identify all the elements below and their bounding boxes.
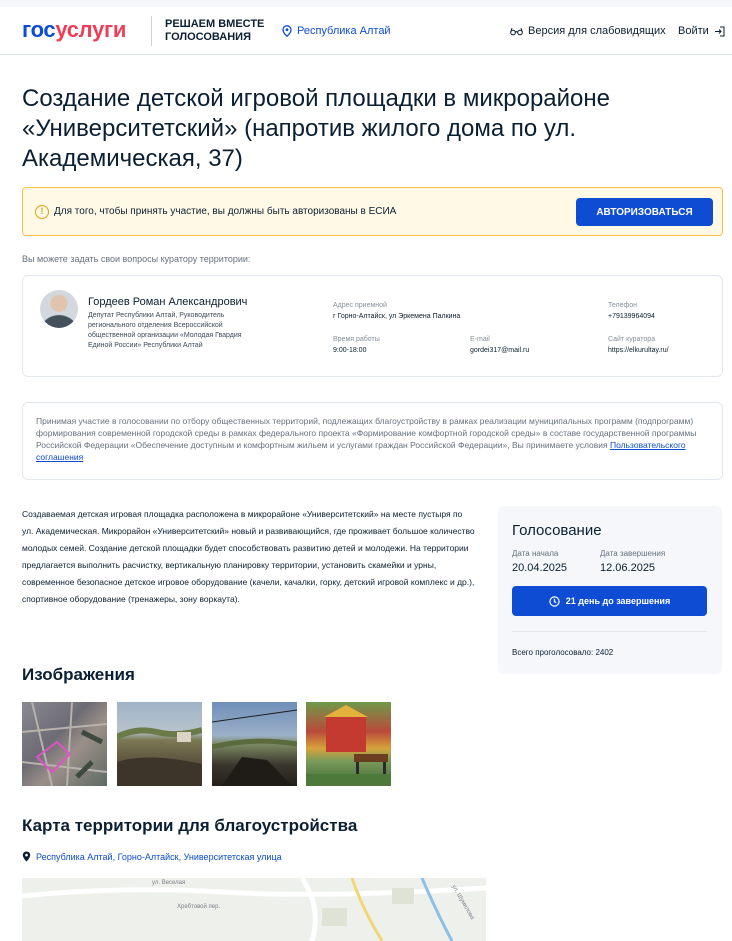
- description-line-2: ул. Академическая. Микрорайон «Университетский» новый и развивающийся, где проживает большое количество молодых семей. Создание детской площадки будет способствовать развитию детей и молодежи. На территории предлагается выполнить расчистку, вертикальную планировку территории, установить скамейки и урны, современное безопасное детское игровое оборудование (качели, качалки, горку, детский игровой комплекс и др.), спортивное оборудование (тренажеры, зону воркаута).: [22, 526, 475, 604]
- glasses-icon: [510, 27, 523, 36]
- disclaimer-text: Принимая участие в голосовании по отбору общественных территорий, подлежащих благоустройству в рамках реализации муниципальных программ (подпрограмм) формирования современной городской среды в рамках федерального проекта «Формирование комфортной городской среды» в составе государственной программы Российской Федерации «Обеспечение доступным и комфортным жильем и услугами граждан Российской Федерации», Вы принимаете условия: [36, 416, 697, 450]
- gosuslugi-logo[interactable]: госуслуги: [22, 17, 127, 42]
- top-strip: [0, 0, 732, 7]
- warning-icon: !: [35, 205, 49, 219]
- voting-divider: [512, 631, 707, 632]
- clock-icon: [549, 596, 560, 607]
- territory-map[interactable]: [22, 878, 486, 941]
- map-graphic: [22, 878, 486, 941]
- images-title: Изображения: [22, 665, 135, 684]
- header: [0, 7, 732, 55]
- region-selector[interactable]: [282, 25, 391, 37]
- phone-label: Телефон: [608, 302, 638, 309]
- aerial-photo-graphic: [22, 702, 107, 786]
- map-title: Карта территории для благоустройства: [22, 816, 358, 835]
- description-line-1: Создаваемая детская игровая площадка расположена в микрорайоне «Университетский» на месте пустыря по: [22, 509, 463, 519]
- curator-name: Гордеев Роман Александрович: [88, 296, 248, 308]
- project-description: [22, 506, 482, 608]
- location-pin-icon: [282, 25, 292, 37]
- login-icon: [714, 26, 725, 37]
- region-label: Республика Алтай: [297, 25, 391, 37]
- end-date-label: Дата завершения: [600, 549, 666, 558]
- address-label: Адрес приемной: [333, 302, 387, 309]
- vision-label: Версия для слабовидящих: [528, 25, 666, 37]
- map-street-label: ул. Шумилова: [450, 884, 475, 921]
- site-photo-graphic: [117, 702, 202, 786]
- authorize-button[interactable]: АВТОРИЗОВАТЬСЯ: [576, 198, 713, 226]
- location-pin-icon: [22, 851, 31, 862]
- curator-card: [22, 275, 723, 377]
- vision-impaired-link[interactable]: [510, 25, 666, 37]
- curator-hint: Вы можете задать свои вопросы куратору территории:: [22, 254, 251, 264]
- site-photo-graphic: [212, 702, 297, 786]
- map-street-label: ул. Веселая: [152, 880, 186, 886]
- voting-title: Голосование: [512, 522, 602, 539]
- playground-photo-graphic: [306, 702, 391, 786]
- site-field: [608, 334, 669, 356]
- email-label: E-mail: [470, 336, 490, 343]
- page-title: Создание детской игровой площадки в микрорайоне «Университетский» (напротив жилого дома по ул. Академическая, 37): [22, 85, 610, 172]
- hours-value: 9:00-18:00: [333, 347, 367, 354]
- site-label: Сайт куратора: [608, 336, 656, 343]
- days-left-button[interactable]: [512, 586, 707, 616]
- login-link[interactable]: [678, 25, 725, 37]
- votes-total: Всего проголосовало: 2402: [512, 648, 614, 657]
- alert-text: Для того, чтобы принять участие, вы должны быть авторизованы в ЕСИА: [54, 206, 397, 217]
- days-left-label: 21 день до завершения: [565, 596, 671, 606]
- email-field: [470, 334, 529, 356]
- header-slogan: РЕШАЕМ ВМЕСТЕ ГОЛОСОВАНИЯ: [165, 18, 265, 43]
- image-thumbnail-site-photo-2[interactable]: [212, 702, 297, 786]
- address-value: г Горно-Алтайск, ул Эркемена Палкина: [333, 313, 461, 320]
- image-thumbnail-aerial-view[interactable]: [22, 702, 107, 786]
- phone-field: [608, 300, 655, 322]
- hours-field: [333, 334, 380, 356]
- user-agreement-link[interactable]: Пользовательского соглашения: [36, 440, 686, 462]
- end-date-value: 12.06.2025: [600, 562, 656, 574]
- address-field: [333, 300, 460, 322]
- auth-alert: [22, 187, 723, 236]
- start-date-value: 20.04.2025: [512, 562, 568, 574]
- site-value[interactable]: https://elkurultay.ru/: [608, 347, 669, 354]
- image-thumbnail-site-photo-1[interactable]: [117, 702, 202, 786]
- map-address-label: Республика Алтай, Горно-Алтайск, Университетская улица: [36, 851, 282, 862]
- avatar: [40, 290, 78, 328]
- map-street-label: Хребтовой пер.: [177, 904, 221, 910]
- login-label: Войти: [678, 25, 709, 37]
- map-address-link[interactable]: [22, 851, 282, 862]
- start-date-label: Дата начала: [512, 549, 559, 558]
- image-thumbnail-playground-example[interactable]: [306, 702, 391, 786]
- curator-role: Депутат Республики Алтай, Руководитель регионального отделения Всероссийской общественной организации «Молодая Гвардия Единой России» Республики Алтай: [88, 312, 242, 349]
- email-value[interactable]: gordei317@mail.ru: [470, 347, 530, 354]
- header-divider: [151, 16, 152, 46]
- phone-value[interactable]: +79139964094: [608, 313, 655, 320]
- terms-disclaimer: [22, 402, 723, 480]
- voting-panel: [498, 506, 722, 674]
- hours-label: Время работы: [333, 336, 380, 343]
